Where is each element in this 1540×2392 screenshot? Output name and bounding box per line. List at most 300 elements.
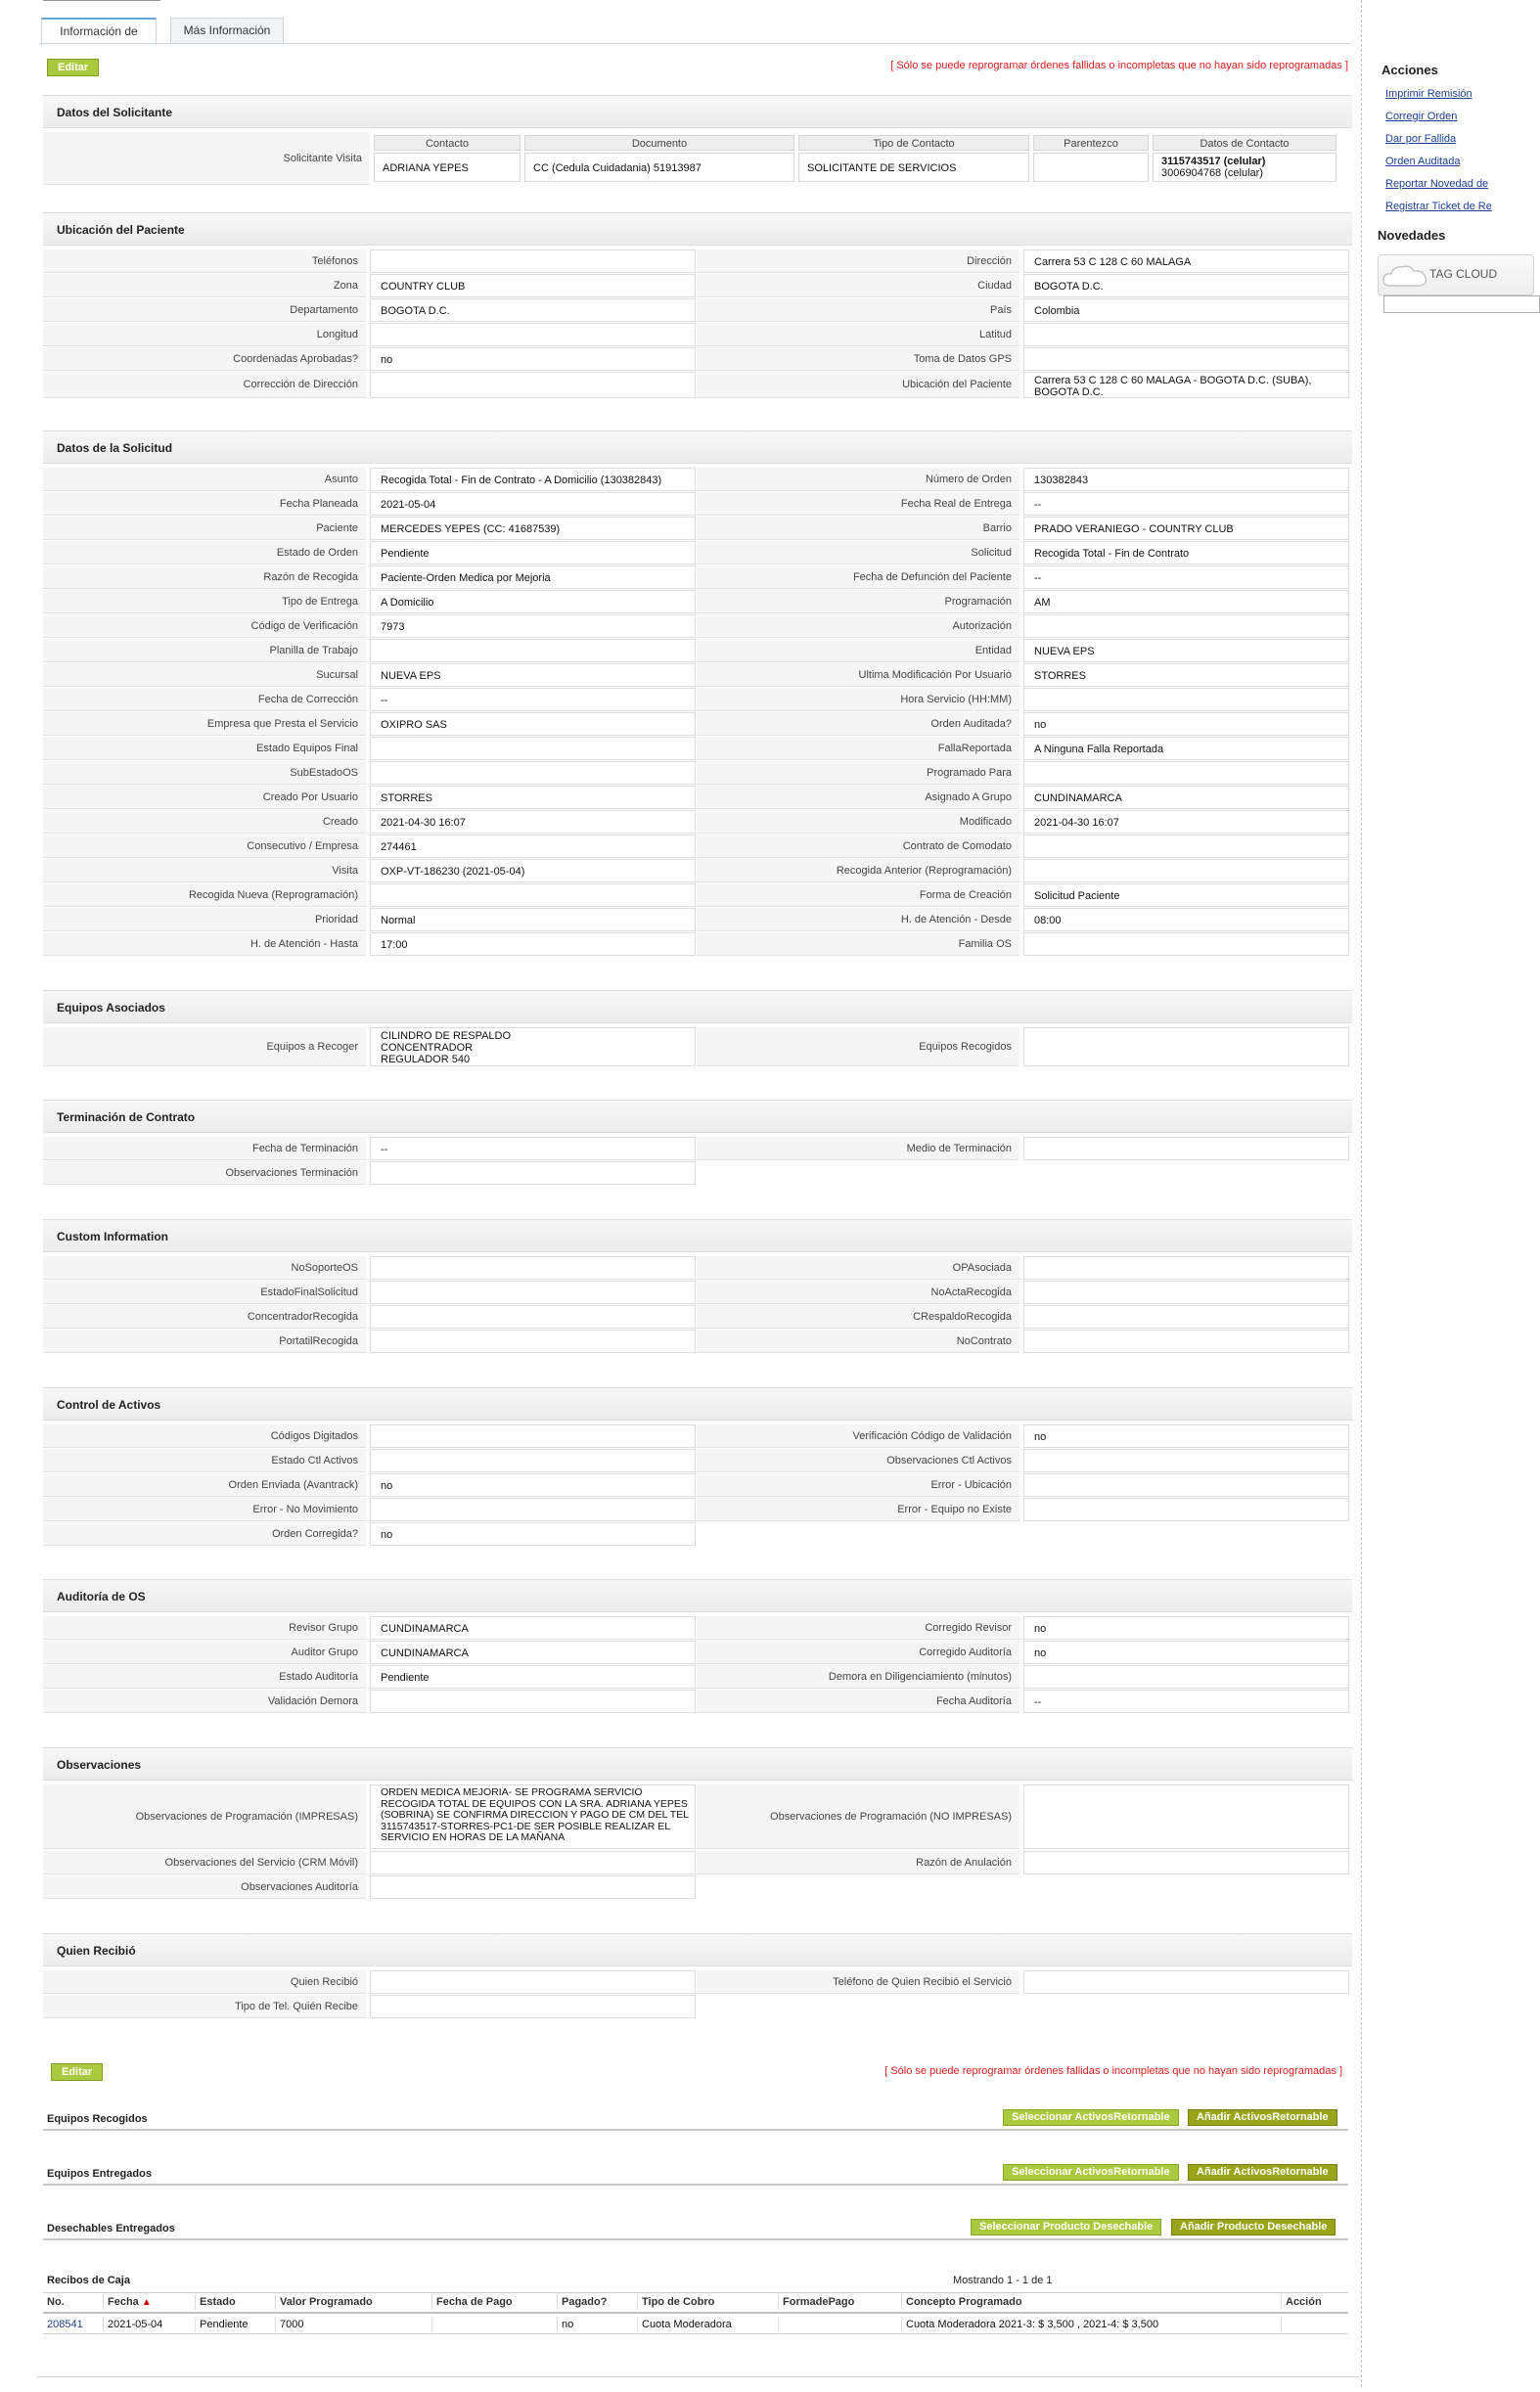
- field-label: Fecha de Corrección: [43, 688, 366, 711]
- recibo-estado: Pendiente: [196, 2317, 276, 2332]
- field-label: Latitud: [697, 323, 1019, 346]
- field-value: [1023, 1970, 1349, 1994]
- field-value: AM: [1023, 590, 1349, 613]
- custom-grid: [43, 1256, 1352, 1354]
- observaciones-grid: [43, 1851, 1352, 1900]
- solicitante-tipo: SOLICITANTE DE SERVICIOS: [798, 153, 1029, 182]
- field-label: Sucursal: [43, 663, 366, 687]
- field-label: FallaReportada: [697, 737, 1019, 760]
- field-value: [1023, 761, 1349, 785]
- field-value: STORRES: [1023, 663, 1349, 687]
- field-value: [370, 1690, 696, 1713]
- recibo-accion: [1282, 2317, 1348, 2332]
- col-header-concepto[interactable]: Concepto Programado: [902, 2294, 1282, 2310]
- field-label: Equipos Recogidos: [697, 1027, 1019, 1066]
- field-label: Códigos Digitados: [43, 1424, 366, 1448]
- field-value: [370, 1281, 696, 1304]
- field-label: Asunto: [43, 468, 366, 491]
- form-row: [43, 1330, 1352, 1354]
- divider: [43, 2129, 1348, 2131]
- field-label: Observaciones de Programación (NO IMPRESAS): [697, 1784, 1019, 1849]
- form-row: [43, 1522, 1352, 1547]
- link-reportar-novedad[interactable]: Reportar Novedad de: [1385, 178, 1489, 190]
- field-label: H. de Atención - Desde: [697, 908, 1019, 931]
- field-value: Solicitud Paciente: [1023, 883, 1349, 907]
- field-label: País: [697, 298, 1019, 322]
- field-value: no: [1023, 1641, 1349, 1664]
- field-label: Observaciones del Servicio (CRM Móvil): [43, 1851, 366, 1874]
- phone-1: 3115743517 (celular): [1161, 156, 1266, 167]
- field-value: [1023, 614, 1349, 638]
- form-row: [43, 1995, 1352, 2019]
- field-value: [370, 883, 696, 907]
- section-custom-information: [43, 1219, 1352, 1354]
- field-label: Fecha de Defunción del Paciente: [697, 565, 1019, 589]
- field-value: Recogida Total - Fin de Contrato - A Domicilio (130382843): [370, 468, 696, 491]
- field-value: --: [1023, 565, 1349, 589]
- field-label: NoContrato: [697, 1330, 1019, 1353]
- field-value: Pendiente: [370, 541, 696, 564]
- field-label: Observaciones de Programación (IMPRESAS): [43, 1784, 366, 1849]
- col-header-documento: Documento: [524, 135, 794, 151]
- tab-bar: [39, 18, 1350, 43]
- field-value: [370, 761, 696, 785]
- divider: [43, 2292, 1348, 2293]
- form-row: [43, 323, 1352, 347]
- tab-informacion[interactable]: Información de: [41, 18, 157, 45]
- field-label: Número de Orden: [697, 468, 1019, 491]
- section-title: Datos del Solicitante: [43, 95, 1352, 128]
- field-label: Hora Servicio (HH:MM): [697, 688, 1019, 711]
- field-value: OXP-VT-186230 (2021-05-04): [370, 859, 696, 882]
- form-row: [43, 810, 1352, 835]
- cloud-icon: [1381, 262, 1429, 290]
- field-label: Autorización: [697, 614, 1019, 638]
- col-header-forma-pago[interactable]: FormadePago: [779, 2294, 902, 2310]
- field-value: [1023, 932, 1349, 956]
- field-label: EstadoFinalSolicitud: [43, 1281, 366, 1304]
- field-value: Recogida Total - Fin de Contrato: [1023, 541, 1349, 564]
- recibo-forma-pago: [779, 2317, 902, 2332]
- field-label: Validación Demora: [43, 1690, 366, 1713]
- field-label: Orden Enviada (Avantrack): [43, 1473, 366, 1497]
- field-value: [370, 1161, 696, 1185]
- field-value: no: [370, 347, 696, 371]
- field-label: SubEstadoOS: [43, 761, 366, 785]
- field-label: Quien Recibió: [43, 1970, 366, 1994]
- field-value: 2021-05-04: [370, 492, 696, 516]
- field-value: [1023, 859, 1349, 882]
- field-label: Auditor Grupo: [43, 1641, 366, 1664]
- field-value: [1023, 1305, 1349, 1329]
- section-equipos: [43, 990, 1352, 1068]
- form-row: [43, 1424, 1352, 1449]
- novedades-title: Novedades: [1378, 228, 1446, 243]
- field-value: OXIPRO SAS: [370, 712, 696, 736]
- solicitante-parentezco: [1033, 153, 1149, 182]
- recibo-tipo-cobro: Cuota Moderadora: [638, 2317, 779, 2332]
- field-value: Carrera 53 C 128 C 60 MALAGA - BOGOTA D.C. (SUBA), BOGOTA D.C.: [1023, 372, 1349, 398]
- field-label: Corregido Revisor: [697, 1616, 1019, 1640]
- observaciones-impresas: ORDEN MEDICA MEJORIA- SE PROGRAMA SERVICIO RECOGIDA TOTAL DE EQUIPOS CON LA SRA. ADRIANA YEPES (SOBRINA) SE CONFIRMA DIRECCION Y PAGO DE CM DEL TEL 3115743517-STORRES-PC1-DE SER POSIBLE REALIZAR EL SERVICIO EN HORAS DE LA MAÑANA: [370, 1784, 696, 1849]
- acciones-title: Acciones: [1381, 63, 1438, 77]
- divider: [43, 2184, 1348, 2186]
- col-header-estado[interactable]: Estado: [196, 2294, 276, 2310]
- field-label: Forma de Creación: [697, 883, 1019, 907]
- solicitante-grid: [43, 132, 1352, 187]
- col-header-contacto: Contacto: [374, 135, 521, 151]
- col-header-fecha-label: Fecha: [108, 2296, 139, 2308]
- field-value: --: [370, 1137, 696, 1160]
- field-value: no: [1023, 712, 1349, 736]
- field-label: Revisor Grupo: [43, 1616, 366, 1640]
- form-row: [43, 688, 1352, 712]
- section-control-activos: [43, 1387, 1352, 1547]
- field-value: --: [370, 688, 696, 711]
- field-label: Fecha de Terminación: [43, 1137, 366, 1160]
- section-title: Control de Activos: [43, 1387, 1352, 1421]
- field-value: [1023, 347, 1349, 371]
- field-label: Error - Ubicación: [697, 1473, 1019, 1497]
- field-label: Tipo de Tel. Quién Recibe: [43, 1995, 366, 2018]
- field-label: Observaciones Terminación: [43, 1161, 366, 1185]
- solicitante-label: Solicitante Visita: [43, 132, 370, 185]
- field-value: NUEVA EPS: [1023, 639, 1349, 662]
- form-row: [43, 614, 1352, 639]
- main-content: [39, 0, 1350, 2379]
- select-activos-entregados-button[interactable]: Seleccionar ActivosRetornable: [1003, 2164, 1179, 2181]
- field-label: Visita: [43, 859, 366, 882]
- recogidos-title: Equipos Recogidos: [47, 2113, 148, 2125]
- section-ubicacion: [43, 212, 1352, 399]
- field-value: --: [1023, 492, 1349, 516]
- form-row: [43, 372, 1352, 399]
- field-value: [370, 1498, 696, 1521]
- col-header-fecha-pago[interactable]: Fecha de Pago: [432, 2294, 558, 2310]
- field-label: Observaciones Auditoría: [43, 1875, 366, 1899]
- field-value: [370, 323, 696, 346]
- page-bottom-border: [37, 2376, 1358, 2377]
- field-value: BOGOTA D.C.: [1023, 274, 1349, 297]
- form-row: [43, 786, 1352, 810]
- field-value: 08:00: [1023, 908, 1349, 931]
- col-header-datos: Datos de Contacto: [1153, 135, 1336, 151]
- field-value: 7973: [370, 614, 696, 638]
- equipos-recogidos-value: [1023, 1027, 1349, 1066]
- form-row: [43, 517, 1352, 541]
- field-label: Fecha Auditoría: [697, 1690, 1019, 1713]
- add-activos-entregados-button[interactable]: Añadir ActivosRetornable: [1188, 2164, 1337, 2181]
- section-title: Auditoría de OS: [43, 1579, 1352, 1612]
- field-label: Medio de Terminación: [697, 1137, 1019, 1160]
- control-grid: [43, 1424, 1352, 1547]
- select-desechable-button[interactable]: Seleccionar Producto Desechable: [971, 2219, 1161, 2235]
- field-label: OPAsociada: [697, 1256, 1019, 1280]
- sidebar-separator: [1361, 0, 1362, 2387]
- field-value: [1023, 1851, 1349, 1874]
- section-auditoria: [43, 1579, 1352, 1714]
- form-row: [43, 1875, 1352, 1900]
- field-value: no: [370, 1473, 696, 1497]
- field-value: [1023, 1498, 1349, 1521]
- field-label: Programación: [697, 590, 1019, 613]
- link-orden-auditada[interactable]: Orden Auditada: [1385, 156, 1461, 167]
- field-label: Verificación Código de Validación: [697, 1424, 1019, 1448]
- col-header-valor[interactable]: Valor Programado: [276, 2294, 432, 2310]
- field-label: Recogida Nueva (Reprogramación): [43, 883, 366, 907]
- form-row: [43, 761, 1352, 786]
- field-value: Normal: [370, 908, 696, 931]
- pagination-info: Mostrando 1 - 1 de 1: [953, 2275, 1053, 2286]
- reprogram-warning-top: [ Sólo se puede reprogramar órdenes fallidas o incompletas que no hayan sido reprogramadas ]: [890, 60, 1348, 71]
- field-value: CUNDINAMARCA: [370, 1616, 696, 1640]
- field-value: [370, 1424, 696, 1448]
- section-title: Quien Recibió: [43, 1933, 1352, 1966]
- field-label: Observaciones Ctl Activos: [697, 1449, 1019, 1472]
- select-activos-recogidos-button[interactable]: Seleccionar ActivosRetornable: [1003, 2109, 1179, 2126]
- field-label: Demora en Diligenciamiento (minutos): [697, 1665, 1019, 1689]
- field-label: Estado de Orden: [43, 541, 366, 564]
- form-row: [43, 1449, 1352, 1473]
- field-value: MERCEDES YEPES (CC: 41687539): [370, 517, 696, 540]
- field-value: [1023, 1256, 1349, 1280]
- field-label: Creado: [43, 810, 366, 834]
- form-row: [43, 347, 1352, 372]
- field-label: Longitud: [43, 323, 366, 346]
- field-label: Ultima Modificación Por Usuario: [697, 663, 1019, 687]
- section-title: Observaciones: [43, 1747, 1352, 1781]
- field-label: Razón de Anulación: [697, 1851, 1019, 1874]
- form-row: [43, 639, 1352, 663]
- section-observaciones: [43, 1747, 1352, 1900]
- form-row: [43, 859, 1352, 883]
- add-activos-recogidos-button[interactable]: Añadir ActivosRetornable: [1188, 2109, 1337, 2126]
- field-value: [370, 372, 696, 398]
- field-value: Paciente-Orden Medica por Mejoria: [370, 565, 696, 589]
- field-label: Empresa que Presta el Servicio: [43, 712, 366, 736]
- form-row: [43, 737, 1352, 761]
- solicitante-datos-contacto: [1153, 153, 1336, 182]
- col-header-tipo-cobro[interactable]: Tipo de Cobro: [638, 2294, 779, 2310]
- field-value: Carrera 53 C 128 C 60 MALAGA: [1023, 249, 1349, 273]
- recibo-fecha-pago: [432, 2317, 558, 2332]
- field-value: [370, 1256, 696, 1280]
- field-value: [1023, 1449, 1349, 1472]
- field-label: Recogida Anterior (Reprogramación): [697, 859, 1019, 882]
- field-value: no: [370, 1522, 696, 1546]
- link-dar-por-fallida[interactable]: Dar por Fallida: [1385, 133, 1457, 145]
- col-header-fecha[interactable]: [104, 2294, 196, 2310]
- form-row: [43, 590, 1352, 614]
- field-label: NoSoporteOS: [43, 1256, 366, 1280]
- section-title: Terminación de Contrato: [43, 1100, 1352, 1133]
- section-title: Datos de la Solicitud: [43, 430, 1352, 464]
- desechables-title: Desechables Entregados: [47, 2223, 175, 2234]
- field-value: --: [1023, 1690, 1349, 1713]
- tag-cloud-label: TAG CLOUD: [1429, 267, 1498, 281]
- field-label: Orden Auditada?: [697, 712, 1019, 736]
- field-label: Orden Corregida?: [43, 1522, 366, 1546]
- field-label: Corregido Auditoría: [697, 1641, 1019, 1664]
- field-label: NoActaRecogida: [697, 1281, 1019, 1304]
- field-label: CRespaldoRecogida: [697, 1305, 1019, 1329]
- form-row: [43, 883, 1352, 908]
- field-value: [370, 1995, 696, 2018]
- form-row: [43, 565, 1352, 590]
- form-row: [43, 712, 1352, 737]
- section-title: Equipos Asociados: [43, 990, 1352, 1023]
- recibos-title: Recibos de Caja: [47, 2275, 130, 2286]
- section-quien-recibio: [43, 1933, 1352, 2019]
- sort-asc-icon: ▲: [141, 2297, 152, 2308]
- form-row: [43, 1305, 1352, 1330]
- field-value: NUEVA EPS: [370, 663, 696, 687]
- tab-mas-informacion[interactable]: Más Información: [170, 18, 284, 44]
- form-row: [43, 1851, 1352, 1875]
- field-label: Paciente: [43, 517, 366, 540]
- section-title: Ubicación del Paciente: [43, 212, 1352, 246]
- col-header-parentezco: Parentezco: [1033, 135, 1149, 151]
- field-value: 2021-04-30 16:07: [1023, 810, 1349, 834]
- link-registrar-ticket[interactable]: Registrar Ticket de Re: [1385, 201, 1492, 212]
- field-value: Pendiente: [370, 1665, 696, 1689]
- field-label: Contrato de Comodato: [697, 835, 1019, 858]
- reprogram-warning-bottom: [ Sólo se puede reprogramar órdenes fallidas o incompletas que no hayan sido reprogramadas ]: [884, 2065, 1342, 2077]
- form-row: [43, 835, 1352, 859]
- form-row: [43, 468, 1352, 492]
- form-row: [43, 663, 1352, 688]
- field-label: Entidad: [697, 639, 1019, 662]
- field-label: Asignado A Grupo: [697, 786, 1019, 809]
- equipos-grid: [43, 1027, 1352, 1068]
- field-label: Toma de Datos GPS: [697, 347, 1019, 371]
- col-header-no[interactable]: No.: [43, 2294, 104, 2310]
- col-header-accion: Acción: [1286, 2296, 1322, 2308]
- field-value: 130382843: [1023, 468, 1349, 491]
- recibo-valor: 7000: [276, 2317, 432, 2332]
- field-value: no: [1023, 1424, 1349, 1448]
- field-value: [1023, 688, 1349, 711]
- section-title: Custom Information: [43, 1219, 1352, 1252]
- form-row: [43, 1641, 1352, 1665]
- edit-button-top[interactable]: Editar: [47, 59, 99, 76]
- form-row: [43, 1498, 1352, 1522]
- field-value: [370, 249, 696, 273]
- divider: [43, 2312, 1348, 2314]
- field-value: 274461: [370, 835, 696, 858]
- form-row: [43, 1665, 1352, 1690]
- field-label: Planilla de Trabajo: [43, 639, 366, 662]
- link-corregir-orden[interactable]: Corregir Orden: [1385, 111, 1458, 122]
- field-label: Error - No Movimiento: [43, 1498, 366, 1521]
- link-imprimir-remision[interactable]: Imprimir Remisión: [1385, 88, 1472, 100]
- field-label: Teléfonos: [43, 249, 366, 273]
- field-label: Modificado: [697, 810, 1019, 834]
- tag-input[interactable]: [1383, 295, 1540, 313]
- recibo-concepto: Cuota Moderadora 2021-3: $ 3,500 , 2021-4: $ 3,500: [902, 2317, 1282, 2332]
- field-label: Corrección de Dirección: [43, 372, 366, 398]
- section-terminacion: [43, 1100, 1352, 1186]
- form-row: [43, 1256, 1352, 1281]
- field-label: Dirección: [697, 249, 1019, 273]
- field-value: PRADO VERANIEGO - COUNTRY CLUB: [1023, 517, 1349, 540]
- field-label: Código de Verificación: [43, 614, 366, 638]
- edit-button-bottom[interactable]: Editar: [51, 2063, 103, 2081]
- field-label: Tipo de Entrega: [43, 590, 366, 613]
- field-label: ConcentradorRecogida: [43, 1305, 366, 1329]
- field-label: Programado Para: [697, 761, 1019, 785]
- recibo-fecha: 2021-05-04: [104, 2317, 196, 2332]
- field-value: BOGOTA D.C.: [370, 298, 696, 322]
- field-value: [370, 1330, 696, 1353]
- form-row: [43, 541, 1352, 565]
- field-value: no: [1023, 1616, 1349, 1640]
- form-row: [43, 1161, 1352, 1186]
- equipos-a-recoger: CILINDRO DE RESPALDO CONCENTRADOR REGULADOR 540: [370, 1027, 696, 1066]
- terminacion-grid: [43, 1137, 1352, 1186]
- field-value: [1023, 1137, 1349, 1160]
- recibo-no[interactable]: 208541: [43, 2317, 104, 2332]
- field-label: Razón de Recogida: [43, 565, 366, 589]
- field-value: [1023, 1665, 1349, 1689]
- divider: [43, 2333, 1348, 2334]
- field-label: Prioridad: [43, 908, 366, 931]
- form-row: [43, 492, 1352, 517]
- field-value: [370, 1851, 696, 1874]
- field-label: Teléfono de Quien Recibió el Servicio: [697, 1970, 1019, 1994]
- observaciones-no-impresas: [1023, 1784, 1349, 1849]
- field-value: [1023, 1330, 1349, 1353]
- field-label: PortatilRecogida: [43, 1330, 366, 1353]
- form-row: [43, 1473, 1352, 1498]
- solicitante-documento: CC (Cedula Cuidadania) 51913987: [524, 153, 794, 182]
- form-row: [43, 1616, 1352, 1641]
- field-label: Consecutivo / Empresa: [43, 835, 366, 858]
- field-value: [370, 1305, 696, 1329]
- field-label: Ubicación del Paciente: [697, 372, 1019, 398]
- tag-cloud-box: [1378, 254, 1534, 295]
- form-row: [43, 274, 1352, 298]
- form-row: [43, 1281, 1352, 1305]
- solicitante-contacto: ADRIANA YEPES: [374, 153, 521, 182]
- field-value: [370, 737, 696, 760]
- field-label: Estado Equipos Final: [43, 737, 366, 760]
- section-solicitud: [43, 430, 1352, 957]
- field-label: Equipos a Recoger: [43, 1027, 366, 1066]
- col-header-tipo: Tipo de Contacto: [798, 135, 1029, 151]
- field-value: [370, 1449, 696, 1472]
- entregados-title: Equipos Entregados: [47, 2168, 152, 2180]
- divider: [43, 2238, 1348, 2240]
- field-value: CUNDINAMARCA: [1023, 786, 1349, 809]
- field-value: CUNDINAMARCA: [370, 1641, 696, 1664]
- field-value: [370, 639, 696, 662]
- field-value: COUNTRY CLUB: [370, 274, 696, 297]
- add-desechable-button[interactable]: Añadir Producto Desechable: [1171, 2219, 1336, 2235]
- field-value: STORRES: [370, 786, 696, 809]
- field-label: Estado Auditoría: [43, 1665, 366, 1689]
- field-value: Colombia: [1023, 298, 1349, 322]
- tab-divider: [39, 43, 1350, 44]
- quien-grid: [43, 1970, 1352, 2019]
- field-label: Fecha Real de Entrega: [697, 492, 1019, 516]
- col-header-pagado[interactable]: Pagado?: [558, 2294, 638, 2310]
- field-label: Fecha Planeada: [43, 492, 366, 516]
- ubicacion-grid: [43, 249, 1352, 399]
- field-value: [1023, 1473, 1349, 1497]
- field-label: Zona: [43, 274, 366, 297]
- field-label: Estado Ctl Activos: [43, 1449, 366, 1472]
